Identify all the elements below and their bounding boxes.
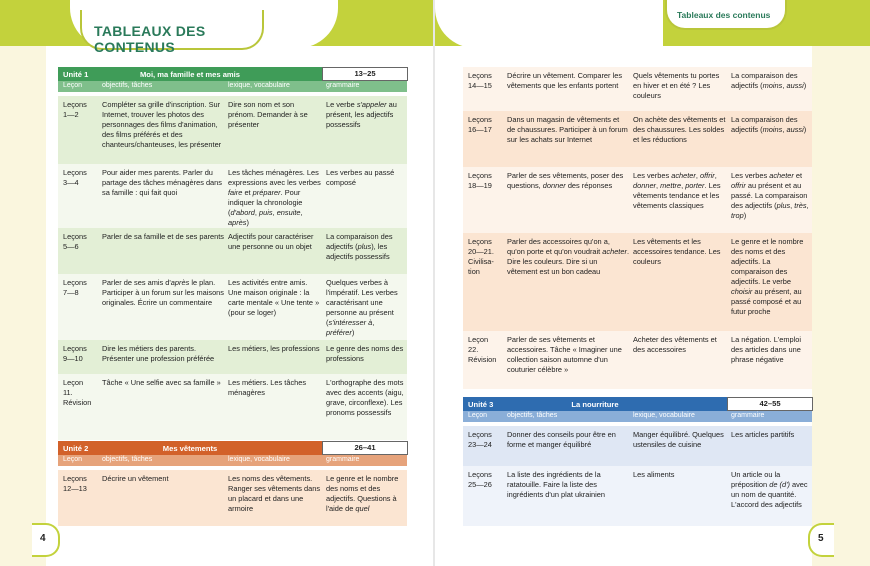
table-row <box>463 426 812 466</box>
cell-obj: Décrire un vêtement. Comparer les vêtements que les enfants portent <box>507 71 623 90</box>
table-row <box>58 274 407 340</box>
table-row <box>463 331 812 389</box>
table-row <box>58 228 407 274</box>
table-row <box>58 164 407 228</box>
cell-lesson: Leçon 11. Révision <box>63 378 92 407</box>
page-title: TABLEAUX DES CONTENUS <box>94 23 206 55</box>
cell-lesson: Leçons 3—4 <box>63 168 87 187</box>
table-row <box>463 111 812 167</box>
cell-obj: Dire les métiers des parents. Présenter une profession préférée <box>102 344 215 363</box>
cell-lex: Adjectifs pour caractériser une personne ou un objet <box>228 232 314 251</box>
unit-header-1 <box>58 67 407 81</box>
cell-lex: Les métiers, les professions <box>228 344 320 353</box>
page-title-left <box>80 10 264 55</box>
cell-lesson: Leçons 20—21. Civilisa- tion <box>468 237 494 276</box>
cell-obj: Parler des accessoires qu'on a, qu'on porte et qu'on voudrait acheter. Dire les couleurs. Dire si un vêtement est un bon cadeau <box>507 237 629 276</box>
cell-lex: Les tâches ménagères. Les expressions avec les verbes faire et préparer. Pour indiquer la chronologie (d'abord, puis, ensuite, après) <box>228 168 321 227</box>
cell-lesson: Leçons 12—13 <box>63 474 87 493</box>
cell-lesson: Leçon 22. Révision <box>468 335 497 364</box>
cell-lesson: Leçons 23—24 <box>468 430 492 449</box>
cell-gram: Un article ou la préposition de (d') avec un nom de quantité. L'accord des adjectifs <box>731 470 808 509</box>
cell-lex: Les vêtements et les accessoires tendance. Les couleurs <box>633 237 721 266</box>
cell-gram: La comparaison des adjectifs (moins, aussi) <box>731 115 807 134</box>
cell-gram: L'orthographe des mots avec des accents (aigu, grave, circonflexe). Les pronoms possessifs <box>326 378 404 417</box>
column-header: grammaire <box>731 412 765 419</box>
unit-label: Unité 1 <box>63 70 89 79</box>
column-header-row <box>58 81 407 92</box>
cell-gram: Le verbe s'appeler au présent, les adjectifs possessifs <box>326 100 397 129</box>
column-header: objectifs, tâches <box>102 82 153 89</box>
cell-lex: Les verbes acheter, offrir, donner, mettre, porter. Les vêtements tendance et les vêtements classiques <box>633 171 721 210</box>
cell-gram: Les verbes acheter et offrir au présent et au passé. La comparaison des adjectifs (plus, très, trop) <box>731 171 809 220</box>
unit-title: Moi, ma famille et mes amis <box>139 70 241 79</box>
table-row <box>58 470 407 526</box>
table-row <box>58 374 407 440</box>
cell-obj: Donner des conseils pour être en forme et manger équilibré <box>507 430 616 449</box>
cell-lex: Manger équilibré. Quelques ustensiles de cuisine <box>633 430 724 449</box>
cell-gram: La négation. L'emploi des articles dans une phrase négative <box>731 335 802 364</box>
column-header: Leçon <box>63 82 83 89</box>
cell-obj: Parler de ses amis d'après le plan. Participer à un forum sur les maisons originales. Écrire un commentaire <box>102 278 224 307</box>
page-number-left: 4 <box>40 533 46 544</box>
unit-title: La nourriture <box>571 400 619 409</box>
unit-header-3 <box>463 397 812 411</box>
cell-obj: Décrire un vêtement <box>102 474 169 483</box>
cell-lesson: Leçons 14—15 <box>468 71 492 90</box>
page-number-right: 5 <box>818 533 824 544</box>
cell-lex: Les aliments <box>633 470 675 479</box>
column-header: objectifs, tâches <box>102 456 153 463</box>
column-header-row <box>463 411 812 422</box>
cell-lex: Les noms des vêtements. Ranger ses vêtements dans un placard et dans une armoire <box>228 474 321 513</box>
cell-lex: Les métiers. Les tâches ménagères <box>228 378 307 397</box>
cell-obj: Pour aider mes parents. Parler du partage des tâches ménagères dans sa famille : qui fait quoi <box>102 168 222 197</box>
cell-gram: Le genre et le nombre des noms et des adjectifs. Questions à l'aide de quel <box>326 474 399 513</box>
cell-obj: Parler de ses vêtements, poser des questions, donner des réponses <box>507 171 624 190</box>
unit-pages: 42–55 <box>727 397 813 411</box>
cell-gram: La comparaison des adjectifs (moins, aussi) <box>731 71 807 90</box>
cell-gram: Le genre des noms des professions <box>326 344 404 363</box>
table-row <box>463 466 812 526</box>
cell-gram: Le genre et le nombre des noms et des adjectifs. La comparaison des adjectifs. Le verbe choisir au présent, au passé composé et au futur proche <box>731 237 804 316</box>
left-margin-band <box>0 0 46 566</box>
cell-lex: Acheter des vêtements et des accessoires <box>633 335 717 354</box>
cell-obj: Parler de sa famille et de ses parents <box>102 232 225 241</box>
cell-obj: La liste des ingrédients de la ratatouille. Faire la liste des ingrédients d'un plat ukrainien <box>507 470 605 499</box>
cell-lesson: Leçons 1—2 <box>63 100 87 119</box>
column-header: Leçon <box>63 456 83 463</box>
cell-obj: Tâche « Une selfie avec sa famille » <box>102 378 221 387</box>
page-title-right <box>665 0 787 30</box>
column-header: grammaire <box>326 456 360 463</box>
column-header: lexique, vocabulaire <box>633 412 695 419</box>
right-margin-band <box>812 0 870 566</box>
cell-obj: Compléter sa grille d'inscription. Sur Internet, trouver les photos des personnages des films d'animation, des films préférés et des chanteurs/chanteuses, les présenter <box>102 100 222 149</box>
cell-lex: Les activités entre amis. Une maison originale : la carte mentale « Une tente » (pour se loger) <box>228 278 320 317</box>
column-header: lexique, vocabulaire <box>228 82 290 89</box>
unit-title: Mes vêtements <box>162 444 218 453</box>
cell-gram: Les verbes au passé composé <box>326 168 395 187</box>
column-header-row <box>58 455 407 466</box>
cell-lesson: Leçons 25—26 <box>468 470 492 489</box>
cell-obj: Dans un magasin de vêtements et de chaussures. Participer à un forum sur les achats sur Internet <box>507 115 628 144</box>
column-header: grammaire <box>326 82 360 89</box>
unit-pages: 26–41 <box>322 441 408 455</box>
table-row <box>463 167 812 233</box>
cell-lex: Dire son nom et son prénom. Demander à se présenter <box>228 100 308 129</box>
cell-gram: La comparaison des adjectifs (plus), les adjectifs possessifs <box>326 232 393 261</box>
cell-lesson: Leçons 5—6 <box>63 232 87 251</box>
cell-gram: Quelques verbes à l'impératif. Les verbes caractérisant une personne au présent (s'intéresser à, préférer) <box>326 278 398 337</box>
running-title: Tableaux des contenus <box>677 10 771 20</box>
cell-lex: Quels vêtements tu portes en hiver et en été ? Les couleurs <box>633 71 720 100</box>
cell-obj: Parler de ses vêtements et accessoires. Tâche « Imaginer une collection saison automne d'un couturier célèbre » <box>507 335 622 374</box>
unit-label: Unité 3 <box>468 400 494 409</box>
table-row <box>463 67 812 111</box>
cell-gram: Les articles partitifs <box>731 430 795 439</box>
column-header: objectifs, tâches <box>507 412 558 419</box>
cell-lex: On achète des vêtements et des chaussures. Les soldes et les réductions <box>633 115 726 144</box>
table-row <box>463 233 812 331</box>
unit-label: Unité 2 <box>63 444 89 453</box>
unit-header-2 <box>58 441 407 455</box>
table-row <box>58 96 407 164</box>
page-spine <box>433 0 435 566</box>
cell-lesson: Leçons 18—19 <box>468 171 492 190</box>
column-header: Leçon <box>468 412 488 419</box>
column-header: lexique, vocabulaire <box>228 456 290 463</box>
cell-lesson: Leçons 9—10 <box>63 344 87 363</box>
cell-lesson: Leçons 7—8 <box>63 278 87 297</box>
unit-pages: 13–25 <box>322 67 408 81</box>
table-row <box>58 340 407 374</box>
cell-lesson: Leçons 16—17 <box>468 115 492 134</box>
